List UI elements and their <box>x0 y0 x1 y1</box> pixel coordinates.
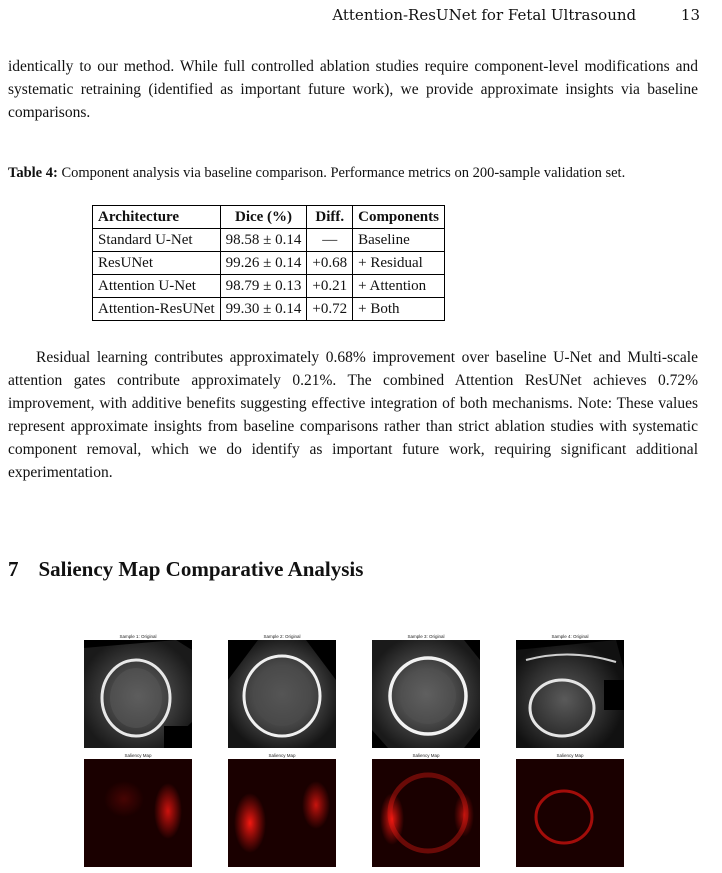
cell-dice: 98.58 ± 0.14 <box>220 229 307 252</box>
col-dice: Dice (%) <box>220 206 307 229</box>
saliency-map <box>228 759 336 867</box>
col-components: Components <box>353 206 445 229</box>
paragraph-analysis: Residual learning contributes approximately 0.68% improvement over baseline U-Net and Multi-scale attention gates contribute approximately 0.21%. The combined Attention ResUNet achieves 0.72% improvement, with additive benefits suggesting effective integration of both mechanisms. Note: These values represent approximate insights from baseline comparisons rather than strict ablation studies with systematic component removal, which we do identify as important future work, requiring significant additional experimentation. <box>8 349 698 481</box>
saliency-map <box>84 759 192 867</box>
paragraph-intro: identically to our method. While full controlled ablation studies require component-level modifications and systematic retraining (identified as important future work), we provide approximate insights via baseline comparisons. <box>8 58 698 121</box>
component-analysis-table <box>92 205 445 321</box>
ultrasound-image <box>84 640 192 748</box>
ultrasound-image <box>516 640 624 748</box>
original-title: Sample 1: Original <box>119 634 157 639</box>
cell-components: + Residual <box>353 252 445 275</box>
cell-architecture: Attention U-Net <box>93 275 221 298</box>
table-caption <box>8 163 698 183</box>
cell-components: + Attention <box>353 275 445 298</box>
saliency-title: Saliency Map <box>556 753 584 758</box>
ultrasound-image <box>228 640 336 748</box>
table-caption-text: Component analysis via baseline comparison. Performance metrics on 200-sample validation set. <box>61 165 626 181</box>
section-heading <box>8 557 363 582</box>
cell-dice: 98.79 ± 0.13 <box>220 275 307 298</box>
col-diff: Diff. <box>307 206 353 229</box>
saliency-title: Saliency Map <box>412 753 440 758</box>
cell-dice: 99.26 ± 0.14 <box>220 252 307 275</box>
cell-architecture: Attention-ResUNet <box>93 298 221 321</box>
cell-architecture: Standard U-Net <box>93 229 221 252</box>
saliency-map <box>372 759 480 867</box>
saliency-title: Saliency Map <box>268 753 296 758</box>
table-caption-label: Table 4: <box>8 165 58 181</box>
cell-components: + Both <box>353 298 445 321</box>
cell-architecture: ResUNet <box>93 252 221 275</box>
table-header-row <box>93 206 445 229</box>
section-number: 7 <box>8 557 19 581</box>
original-title: Sample 4: Original <box>551 634 589 639</box>
table-row <box>93 252 445 275</box>
cell-diff: — <box>307 229 353 252</box>
page-number: 13 <box>680 6 700 24</box>
cell-diff: +0.72 <box>307 298 353 321</box>
cell-diff: +0.21 <box>307 275 353 298</box>
original-title: Sample 2: Original <box>263 634 301 639</box>
table-row <box>93 229 445 252</box>
header-title: Attention-ResUNet for Fetal Ultrasound <box>332 6 637 24</box>
running-header <box>0 6 700 24</box>
cell-dice: 99.30 ± 0.14 <box>220 298 307 321</box>
cell-components: Baseline <box>353 229 445 252</box>
table-row <box>93 298 445 321</box>
original-title: Sample 3: Original <box>407 634 445 639</box>
saliency-map <box>516 759 624 867</box>
saliency-title: Saliency Map <box>124 753 152 758</box>
ultrasound-image <box>372 640 480 748</box>
section-title: Saliency Map Comparative Analysis <box>38 557 364 581</box>
table-row <box>93 275 445 298</box>
col-architecture: Architecture <box>93 206 221 229</box>
cell-diff: +0.68 <box>307 252 353 275</box>
